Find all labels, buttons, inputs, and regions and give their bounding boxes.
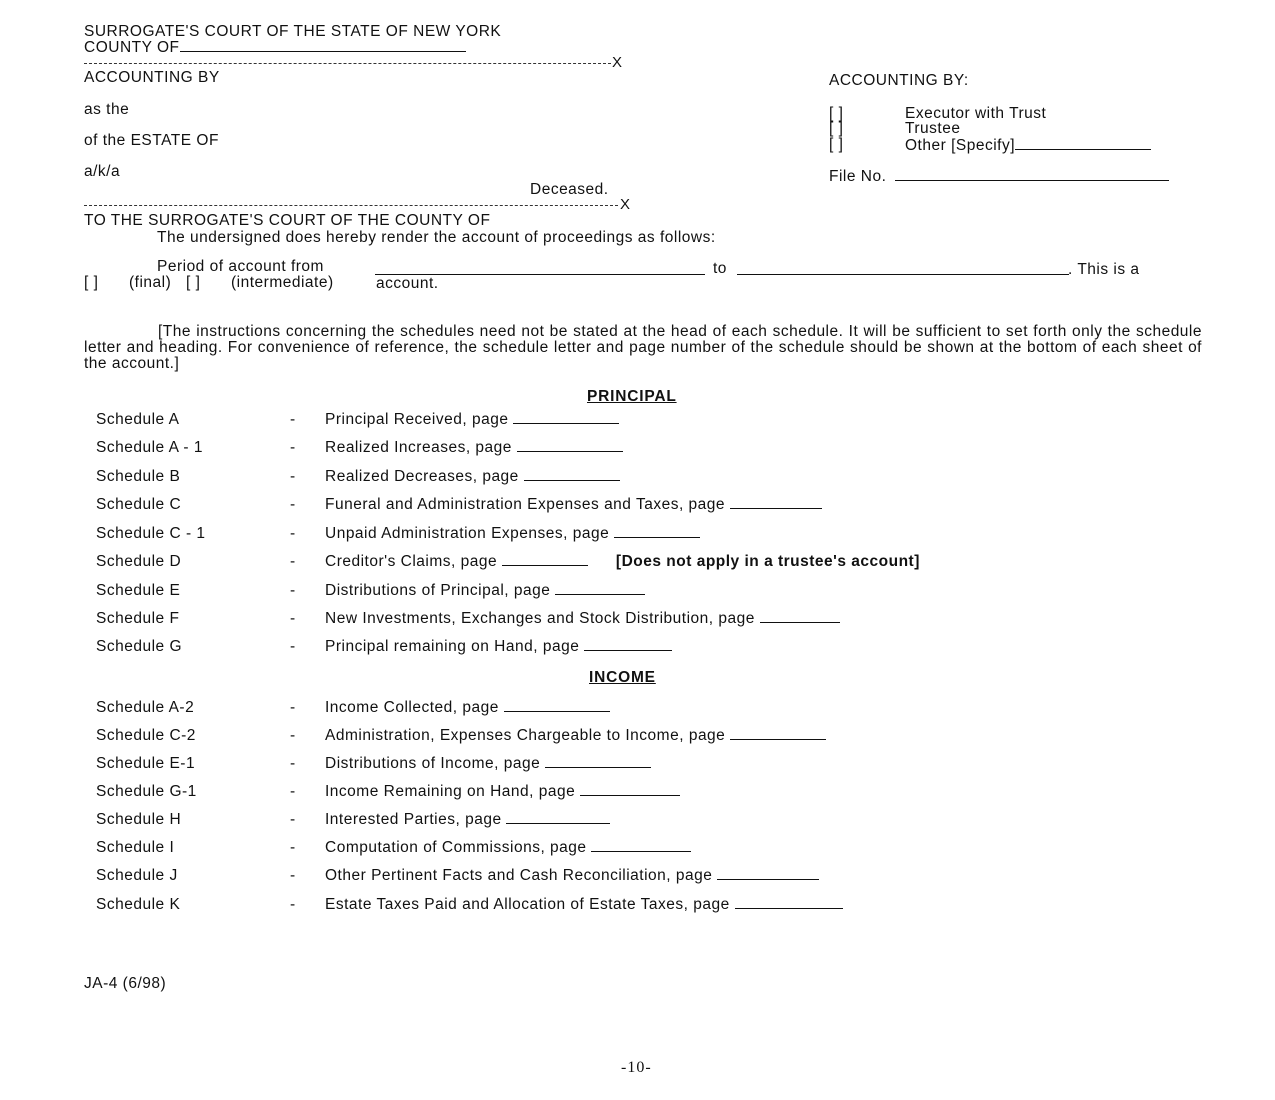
schedule-desc: Unpaid Administration Expenses, page: [325, 525, 700, 543]
schedule-desc: Income Remaining on Hand, page: [325, 783, 680, 801]
checkbox-executor[interactable]: [ ]: [829, 105, 844, 122]
page-field[interactable]: [524, 468, 620, 481]
schedule-desc: Creditor's Claims, page [Does not apply in a trustee's account]: [325, 553, 920, 570]
trustee-note: [Does not apply in a trustee's account]: [615, 553, 920, 570]
schedule-label: Schedule J: [96, 867, 178, 884]
schedule-dash: -: [290, 839, 296, 856]
schedule-label: Schedule K: [96, 896, 181, 913]
schedule-label: Schedule D: [96, 553, 182, 570]
schedule-label: Schedule C-2: [96, 727, 196, 744]
schedule-desc: Distributions of Income, page: [325, 755, 651, 773]
schedule-desc: New Investments, Exchanges and Stock Distribution, page: [325, 610, 840, 628]
final-checkbox[interactable]: [ ]: [84, 274, 99, 291]
instructions-paragraph: [The instructions concerning the schedules need not be stated at the head of each schedule. It will be sufficient to set forth only the schedule letter and heading. For convenience of reference, the schedule letter and page number of the schedule should be shown at the bottom of each sheet of the account.]: [84, 323, 1202, 372]
schedule-label: Schedule A: [96, 411, 180, 428]
schedule-desc: Computation of Commissions, page: [325, 839, 691, 857]
schedule-desc: Other Pertinent Facts and Cash Reconciliation, page: [325, 867, 819, 885]
period-to-field[interactable]: [737, 262, 1069, 275]
checkbox-other[interactable]: [ ]: [829, 136, 844, 153]
page-field[interactable]: [545, 755, 651, 768]
form-id: JA-4 (6/98): [84, 975, 167, 992]
page-field[interactable]: [730, 496, 822, 509]
other-specify-field[interactable]: [1015, 137, 1151, 150]
option-executor-label: Executor with Trust: [905, 105, 1047, 122]
schedule-dash: -: [290, 783, 296, 800]
page-number: -10-: [621, 1059, 652, 1076]
file-no-label: File No.: [829, 168, 887, 185]
page-field[interactable]: [513, 411, 619, 424]
page-field[interactable]: [555, 582, 645, 595]
county-field[interactable]: [180, 39, 466, 52]
page-field[interactable]: [591, 839, 691, 852]
schedule-label: Schedule F: [96, 610, 180, 627]
schedule-dash: -: [290, 582, 296, 599]
schedule-desc: Principal remaining on Hand, page: [325, 638, 672, 656]
caption-bottom-rule: [84, 205, 618, 206]
accounting-by-label: ACCOUNTING BY: [84, 69, 220, 86]
schedule-label: Schedule B: [96, 468, 181, 485]
schedule-desc: Funeral and Administration Expenses and Taxes, page: [325, 496, 822, 514]
right-accounting-by-label: ACCOUNTING BY:: [829, 72, 969, 89]
this-is-a-label: . This is a: [1068, 261, 1140, 278]
file-no-field[interactable]: [895, 168, 1169, 181]
intermediate-checkbox[interactable]: [ ]: [186, 274, 201, 291]
schedule-dash: -: [290, 699, 296, 716]
page-field[interactable]: [717, 867, 819, 880]
schedule-dash: -: [290, 727, 296, 744]
period-from-field[interactable]: [375, 262, 705, 275]
deceased-label: Deceased.: [530, 181, 609, 198]
page-field[interactable]: [517, 439, 623, 452]
income-heading: INCOME: [589, 669, 656, 686]
schedule-desc: Distributions of Principal, page: [325, 582, 645, 600]
page-field[interactable]: [760, 610, 840, 623]
schedule-dash: -: [290, 525, 296, 542]
schedule-desc: Principal Received, page: [325, 411, 619, 429]
undersigned-line: The undersigned does hereby render the account of proceedings as follows:: [157, 229, 716, 246]
checkbox-trustee[interactable]: [ ]: [829, 120, 844, 137]
estate-of-label: of the ESTATE OF: [84, 132, 219, 149]
option-other-line: [905, 137, 1151, 154]
aka-label: a/k/a: [84, 163, 121, 180]
option-trustee-label: Trustee: [905, 120, 961, 137]
schedule-desc: Interested Parties, page: [325, 811, 610, 829]
account-label: account.: [376, 275, 439, 292]
page-field[interactable]: [614, 525, 700, 538]
schedule-dash: -: [290, 867, 296, 884]
page-field[interactable]: [504, 699, 610, 712]
page-field[interactable]: [580, 783, 680, 796]
schedule-label: Schedule A - 1: [96, 439, 203, 456]
schedule-dash: -: [290, 896, 296, 913]
schedule-desc: Estate Taxes Paid and Allocation of Estate Taxes, page: [325, 896, 843, 914]
period-to-label: to: [713, 260, 727, 277]
schedule-label: Schedule H: [96, 811, 182, 828]
schedule-dash: -: [290, 468, 296, 485]
schedule-label: Schedule C: [96, 496, 182, 513]
schedule-label: Schedule E-1: [96, 755, 196, 772]
schedule-label: Schedule E: [96, 582, 181, 599]
schedule-label: Schedule I: [96, 839, 175, 856]
court-title: SURROGATE'S COURT OF THE STATE OF NEW YORK: [84, 23, 502, 40]
principal-heading: PRINCIPAL: [587, 388, 677, 405]
option-other[interactable]: [829, 137, 843, 153]
to-court-line: TO THE SURROGATE'S COURT OF THE COUNTY OF: [84, 212, 491, 229]
page-field[interactable]: [502, 553, 588, 566]
schedule-dash: -: [290, 811, 296, 828]
schedule-label: Schedule C - 1: [96, 525, 206, 542]
final-label: (final): [129, 274, 172, 291]
intermediate-label: (intermediate): [231, 274, 334, 291]
schedule-dash: -: [290, 755, 296, 772]
schedule-desc: Income Collected, page: [325, 699, 610, 717]
schedule-desc: Realized Increases, page: [325, 439, 623, 457]
page-field[interactable]: [584, 638, 672, 651]
page-field[interactable]: [730, 727, 826, 740]
page-field[interactable]: [506, 811, 610, 824]
schedule-dash: -: [290, 610, 296, 627]
as-the-label: as the: [84, 101, 130, 118]
schedule-dash: -: [290, 496, 296, 513]
caption-x-mark-bottom: X: [620, 196, 631, 213]
schedule-dash: -: [290, 553, 296, 570]
caption-x-mark-top: X: [612, 54, 623, 71]
file-no-line: [829, 168, 1169, 185]
schedule-desc: Realized Decreases, page: [325, 468, 620, 486]
schedule-label: Schedule G: [96, 638, 182, 655]
schedule-dash: -: [290, 411, 296, 428]
county-line: [84, 39, 466, 56]
schedule-label: Schedule A-2: [96, 699, 195, 716]
page-field[interactable]: [735, 896, 843, 909]
schedule-dash: -: [290, 439, 296, 456]
county-label: COUNTY OF: [84, 39, 180, 56]
schedule-dash: -: [290, 638, 296, 655]
option-trustee[interactable]: [829, 121, 843, 137]
caption-top-rule: [84, 63, 611, 64]
schedule-desc: Administration, Expenses Chargeable to Income, page: [325, 727, 826, 745]
option-other-label: Other [Specify]: [905, 137, 1016, 154]
schedule-label: Schedule G-1: [96, 783, 197, 800]
period-from-label: Period of account from: [157, 258, 324, 275]
